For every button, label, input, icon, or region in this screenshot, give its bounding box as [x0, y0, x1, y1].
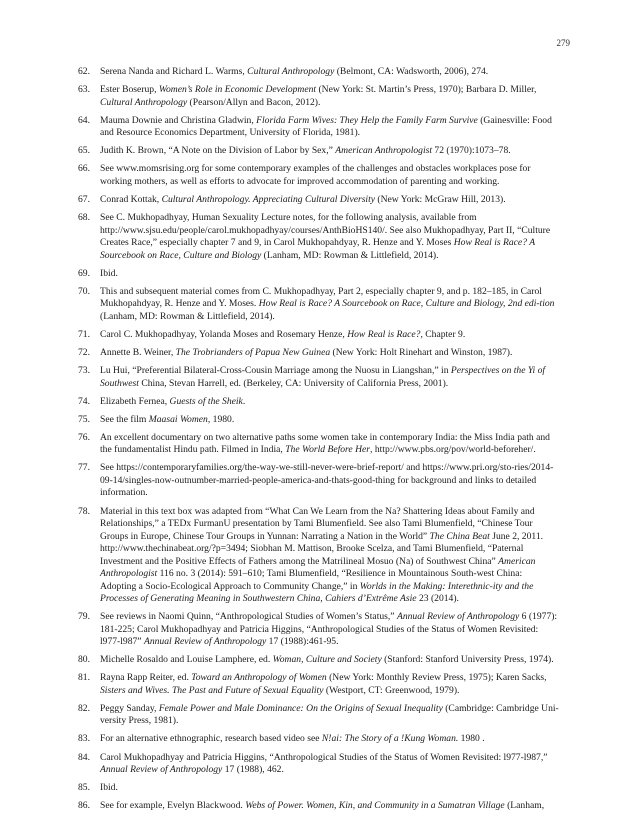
endnote: [78, 432, 560, 457]
endnote-number: 68.: [78, 212, 90, 224]
endnote-title-italic: The Trobrianders of Papua New Guinea: [175, 346, 331, 358]
endnote-text-segment: Serena Nanda and Richard L. Warms,: [100, 66, 248, 77]
endnote: [78, 145, 560, 158]
endnote-title-italic: Women’s Role in Economic Development: [158, 84, 317, 96]
endnote-text: [100, 365, 560, 390]
endnote-number: 86.: [78, 800, 90, 812]
endnote-text-segment: (Gainesville: Food and Resource Economics Department, University of Florida, 1981).: [100, 114, 552, 139]
endnote-number: 66.: [78, 163, 90, 175]
page-number: 279: [556, 38, 570, 48]
endnote-text-segment: (Lanham,: [504, 800, 545, 812]
endnote-number: 67.: [78, 193, 90, 205]
endnote-text-segment: 1980 .: [458, 733, 485, 745]
endnote-text-segment: , http://www.pbs.org/pov/world-beforeher/.: [370, 444, 536, 456]
endnotes-list: [78, 66, 560, 818]
endnote-text: [100, 194, 560, 207]
endnote-text: [100, 115, 560, 140]
endnote-number: 63.: [78, 84, 90, 96]
endnote: [78, 752, 560, 777]
endnote-number: 70.: [78, 285, 90, 297]
endnote-title-italic: How Real is Race? A Sourcebook on Race, Culture and Biology, 2nd edi-tion: [258, 298, 555, 310]
endnote-title-italic: Woman, Culture and Society: [272, 654, 382, 666]
endnote-number: 75.: [78, 413, 90, 425]
endnote-title-italic: Annual Review of Anthropology: [143, 636, 267, 648]
endnote-text-segment: (Pearson/Allyn and Bacon, 2012).: [187, 96, 321, 108]
endnote: [78, 286, 560, 324]
endnote-title-italic: Annual Review of Anthropology: [100, 764, 223, 776]
endnote-title-italic: Worlds in the Making: Interethnic-ity and the Processes of Generating Meaning in Southwestern China, Cahiers d’Extrême Asie: [100, 580, 534, 604]
endnote-text-segment: See the film: [100, 413, 149, 425]
endnote-number: 81.: [78, 672, 90, 684]
endnote: [78, 782, 560, 795]
endnote: [78, 347, 560, 360]
endnote-text-segment: , Chapter 9.: [420, 328, 466, 340]
endnote-text-segment: This and subsequent material comes from C. Mukhopadhyay, Part 2, especially chapter 9, and p. 182–185, in Carol Mukhopahdyay, R. Henze and Y. Moses.: [100, 285, 542, 310]
endnote: [78, 268, 560, 281]
endnote-text: [100, 703, 560, 728]
endnote-text: [100, 66, 560, 79]
endnote-text: [100, 506, 560, 606]
endnote-text-segment: Mauma Downie and Christina Gladwin,: [100, 114, 257, 126]
endnote-number: 79.: [78, 611, 90, 623]
endnote-text-segment: (New York: Monthly Review Press, 1975); Karen Sacks,: [326, 672, 547, 684]
endnote-text-segment: Lu Hui, “Preferential Bilateral-Cross-Cousin Marriage among the Nuosu in Liangshan,” in: [100, 365, 451, 377]
endnote-title-italic: Female Power and Male Dominance: On the Origins of Sexual Inequality: [158, 702, 443, 714]
endnote-text: [100, 752, 560, 777]
endnote-text-segment: 72 (1970):1073–78.: [432, 145, 511, 157]
endnote-title-italic: Perspectives on the Yi of Southwest: [100, 365, 546, 389]
endnote-text: [100, 414, 560, 427]
endnote-number: 65.: [78, 145, 90, 157]
endnote-text: [100, 733, 560, 746]
endnote-text-segment: See reviews in Naomi Quinn, “Anthropological Studies of Women’s Status,”: [100, 611, 397, 623]
endnote-number: 71.: [78, 328, 90, 340]
endnote-text-segment: (Cambridge: Cambridge Uni-versity Press, 1981).: [100, 702, 559, 727]
endnote-text-segment: 17 (1988):461-95.: [266, 636, 339, 648]
endnote: [78, 654, 560, 667]
endnote: [78, 163, 560, 188]
endnote: [78, 800, 560, 813]
endnote-text-segment: For an alternative ethnographic, research based video see: [100, 733, 322, 745]
endnote-text-segment: 6 (1977): 181-225; Carol Mukhopadhyay and Patricia Higgins, “Anthropological Studies of the Status of Women Revisited: l977-l987”: [100, 611, 558, 648]
endnote: [78, 703, 560, 728]
endnote: [78, 733, 560, 746]
endnote-text: [100, 286, 560, 324]
endnote-number: 84.: [78, 751, 90, 763]
endnote-text-segment: See www.momsrising.org for some contemporary examples of the challenges and obstacles workplaces pose for working mothers, as well as efforts to advocate for improved accommodation of parenting and working.: [100, 163, 531, 187]
endnote-text-segment: June 2, 2011. http://www.thechinabeat.org/?p=3494; Siobhan M. Mattison, Brooke Scelza, and Tami Blumenfield, “Paternal Investment and the Positive Effects of Fathers among the Matrilineal Mosuo (Na) of Southwest China”: [100, 530, 544, 567]
endnote-text-segment: Material in this text box was adapted from “What Can We Learn from the Na? Shattering Ideas about Family and Relationships,” a TEDx FurmanU presentation by Tami Blumenfield. See also Tami Blumenfield, “Chinese Tour Groups in Europe, Chinese Tour Groups in Yunnan: Narrating a Nation in the World”: [100, 505, 535, 542]
endnote-text-segment: See C. Mukhopadhyay, Human Sexuality Lecture notes, for the following analysis, available from http://www.sjsu.edu/people/carol.mukhopadhyay/courses/AnthBioHS140/. See also Mukhopadhyay, Part II, “Culture Creates Race,” especially chapter 7 and 9, in Carol Mukhopahdyay, R. Henze and Y. Moses: [100, 212, 551, 249]
endnote-text-segment: Ester Boserup,: [100, 84, 159, 96]
endnote: [78, 329, 560, 342]
endnote-text: [100, 672, 560, 697]
endnote-title-italic: The World Before Her: [285, 444, 371, 456]
endnote-text-segment: Judith K. Brown, “A Note on the Division of Labor by Sex,”: [100, 145, 336, 157]
endnote-number: 83.: [78, 733, 90, 745]
endnote-number: 82.: [78, 702, 90, 714]
endnote-text-segment: Peggy Sanday,: [100, 702, 159, 714]
endnote-text-segment: (Stanford: Stanford University Press, 1974).: [381, 654, 554, 666]
endnote-text-segment: Conrad Kottak,: [100, 193, 162, 205]
endnote-text-segment: (Lanham, MD: Rowman & Littlefield, 2014).: [261, 249, 439, 261]
endnote-text-segment: (Belmont, CA: Wadsworth, 2006), 274.: [334, 66, 489, 77]
endnote-title-italic: American Anthropologist: [335, 145, 433, 157]
endnote-title-italic: Cultural Anthropology: [100, 96, 188, 108]
endnote-title-italic: Webs of Power. Women, Kin, and Community in a Sumatran Village: [245, 800, 505, 812]
endnote-text-segment: An excellent documentary on two alternative paths some women take in contemporary India: the Miss India path and the fundamentalist Hindu path. Filmed in India,: [100, 431, 550, 456]
endnote-text-segment: Ibid.: [100, 782, 118, 794]
endnote-text-segment: (New York: McGraw Hill, 2013).: [375, 193, 506, 205]
endnote-text: [100, 800, 560, 813]
endnote-title-italic: How Real is Race? A Sourcebook on Race, Culture and Biology: [100, 237, 535, 261]
endnote-text-segment: 23 (2014).: [416, 593, 459, 604]
endnote: [78, 611, 560, 649]
endnote-text: [100, 654, 560, 667]
endnote: [78, 365, 560, 390]
endnote-text-segment: Rayna Rapp Reiter, ed.: [100, 672, 192, 684]
endnote-text-segment: 116 no. 3 (2014): 591–610; Tami Blumenfield, “Resilience in Mountainous South-west China: Adopting a Socio-Ecological Approach to Community Change,” in: [100, 568, 523, 592]
endnote-title-italic: Cultural Anthropology: [247, 66, 335, 77]
endnote: [78, 84, 560, 109]
endnote: [78, 462, 560, 500]
endnote-text-segment: Ibid.: [100, 267, 118, 279]
endnote-text-segment: 17 (1988), 462.: [222, 764, 284, 776]
endnote-text-segment: (Lanham, MD: Rowman & Littlefield, 2014).: [100, 310, 275, 322]
endnote: [78, 66, 560, 79]
endnote-text-segment: .: [242, 395, 246, 407]
endnote-number: 77.: [78, 462, 90, 474]
endnote-text-segment: Michelle Rosaldo and Louise Lamphere, ed.: [100, 654, 273, 666]
endnote-title-italic: Cultural Anthropology. Appreciating Cultural Diversity: [161, 193, 376, 205]
endnote: [78, 506, 560, 606]
endnote-number: 80.: [78, 654, 90, 666]
endnote-number: 85.: [78, 782, 90, 794]
endnote: [78, 194, 560, 207]
endnote-text-segment: Carol C. Mukhopadhyay, Yolanda Moses and Rosemary Henze,: [100, 328, 348, 340]
endnote-number: 76.: [78, 431, 90, 443]
endnote-text-segment: (Westport, CT: Greenwood, 1979).: [323, 684, 460, 696]
endnote-title-italic: Guests of the Sheik: [169, 395, 243, 407]
endnote-title-italic: Annual Review of Anthropology: [396, 611, 520, 623]
endnote: [78, 414, 560, 427]
endnote-text: [100, 212, 560, 262]
endnote-title-italic: American Anthropologist: [100, 555, 536, 579]
endnote-text: [100, 329, 560, 342]
endnote-text: [100, 163, 560, 188]
endnote-number: 73.: [78, 365, 90, 377]
endnote: [78, 212, 560, 262]
endnote-text-segment: See https://contemporaryfamilies.org/the-way-we-still-never-were-brief-report/ and https://www.pri.org/sto-ries/2014-09-14/singles-now-outnumber-married-people-america-and-thats-good-thing for background and links to detailed information.: [100, 462, 554, 499]
endnote-text-segment: Carol Mukhopadhyay and Patricia Higgins, “Anthropological Studies of the Status of Women Revisited: l977-l987,”: [100, 751, 548, 763]
endnote-text-segment: , 1980.: [207, 413, 235, 425]
endnote-text: [100, 347, 560, 360]
endnote-title-italic: Maasai Women: [148, 413, 208, 425]
endnote-text-segment: (New York: Holt Rinehart and Winston, 1987).: [330, 346, 513, 358]
endnote-number: 62.: [78, 66, 90, 77]
endnote-text: [100, 268, 560, 281]
endnote-text: [100, 84, 560, 109]
endnote-text-segment: Annette B. Weiner,: [100, 346, 176, 358]
endnote-title-italic: The China Beat: [429, 530, 490, 542]
endnote-number: 78.: [78, 505, 90, 517]
endnote-title-italic: How Real is Race?: [347, 328, 421, 340]
endnote-number: 72.: [78, 346, 90, 358]
endnote-text: [100, 611, 560, 649]
endnote-text: [100, 145, 560, 158]
endnote-title-italic: Florida Farm Wives: They Help the Family Farm Survive: [256, 114, 478, 126]
endnote-number: 69.: [78, 267, 90, 279]
endnote-text-segment: Elizabeth Fernea,: [100, 395, 170, 407]
endnote-text-segment: (New York: St. Martin’s Press, 1970); Barbara D. Miller,: [316, 84, 537, 96]
endnote-text: [100, 462, 560, 500]
endnote-text-segment: China, Stevan Harrell, ed. (Berkeley, CA: University of California Press, 2001).: [138, 377, 449, 389]
endnote-title-italic: Sisters and Wives. The Past and Future of Sexual Equality: [100, 684, 324, 696]
endnote-title-italic: Toward an Anthropology of Women: [191, 672, 327, 684]
endnote-number: 64.: [78, 114, 90, 126]
endnote-number: 74.: [78, 395, 90, 407]
endnote-text-segment: See for example, Evelyn Blackwood.: [100, 800, 246, 812]
endnote-text: [100, 782, 560, 795]
endnote-title-italic: N!ai: The Story of a !Kung Woman.: [321, 733, 459, 745]
endnote: [78, 672, 560, 697]
endnote-text: [100, 396, 560, 409]
endnote: [78, 396, 560, 409]
endnote-text: [100, 432, 560, 457]
endnote: [78, 115, 560, 140]
